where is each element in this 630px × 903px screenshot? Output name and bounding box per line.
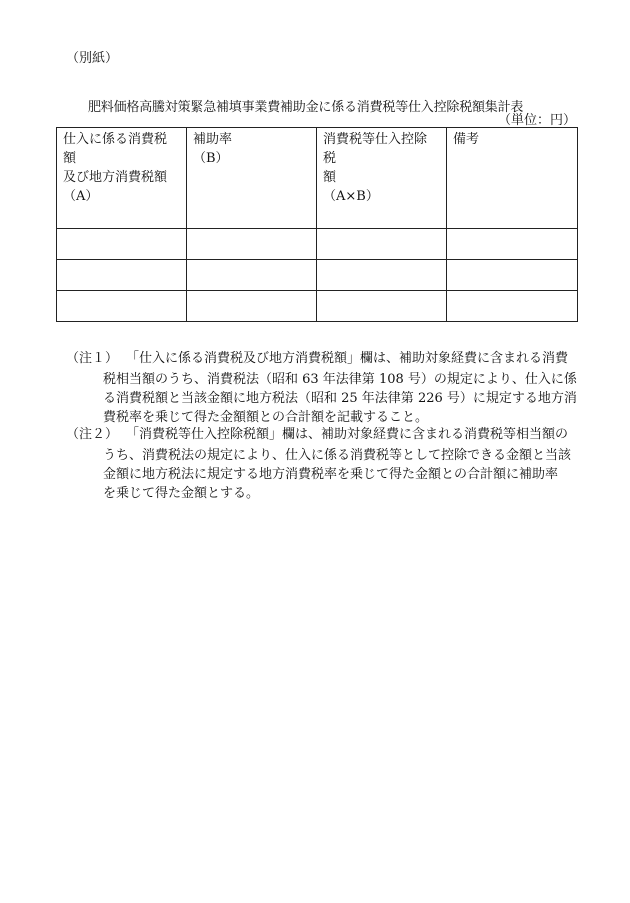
note-1 (66, 349, 586, 368)
note-mark: （注１） (66, 351, 119, 366)
note-2-body (103, 444, 586, 501)
note-line: うち、消費税法の規定により、仕入に係る消費税等として控除できる金額と当該 (103, 448, 572, 463)
note-line: 費税率を乗じて得た金額額との合計額を記載すること。 (103, 410, 429, 425)
table-row (57, 260, 578, 291)
header-cell-remarks (447, 128, 578, 229)
header-line: 額 (63, 151, 77, 166)
header-line: 仕入に係る消費税 (63, 132, 168, 147)
annex-label: （別紙） (66, 51, 119, 66)
table-cell[interactable] (187, 291, 317, 322)
header-line: 備考 (453, 132, 480, 147)
note-first-line: 「消費税等仕入控除税額」欄は、補助対象経費に含まれる消費税等相当額の (126, 427, 569, 442)
note-line: 金額に地方税法に規定する地方消費税率を乗じて得た金額との合計額に補助率 (103, 467, 559, 482)
header-line: 消費税等仕入控除 (323, 132, 428, 147)
document-title: 肥料価格高騰対策緊急補填事業費補助金に係る消費税等仕入控除税額集計表 (88, 100, 524, 115)
table-cell[interactable] (447, 260, 578, 291)
table-cell[interactable] (57, 260, 187, 291)
note-1-body (103, 368, 586, 425)
table-cell[interactable] (187, 229, 317, 260)
header-line: （A×B） (323, 189, 379, 204)
note-line: る消費税額と当該金額に地方税法（昭和 25 年法律第 226 号）に規定する地方消 (103, 391, 577, 406)
table-cell[interactable] (57, 229, 187, 260)
header-line: （B） (193, 151, 229, 166)
table-cell[interactable] (317, 260, 447, 291)
table-cell[interactable] (447, 291, 578, 322)
header-cell-tax-amount (57, 128, 187, 229)
header-line: 税 (323, 151, 337, 166)
header-cell-subsidy-rate (187, 128, 317, 229)
table-cell[interactable] (447, 229, 578, 260)
table-header-row (57, 128, 578, 229)
note-line: 税相当額のうち、消費税法（昭和 63 年法律第 108 号）の規定により、仕入に係 (103, 372, 577, 387)
note-first-line: 「仕入に係る消費税及び地方消費税額」欄は、補助対象経費に含まれる消費 (126, 351, 569, 366)
header-line: 及び地方消費税額 (63, 170, 168, 185)
note-line: を乗じて得た金額とする。 (103, 486, 260, 501)
header-line: 補助率 (193, 132, 233, 147)
note-mark: （注２） (66, 427, 119, 442)
table-cell[interactable] (187, 260, 317, 291)
table-row (57, 229, 578, 260)
table-row (57, 291, 578, 322)
unit-label: （単位：円） (497, 113, 576, 128)
header-line: 額 (323, 170, 337, 185)
notes-section (66, 349, 586, 501)
tax-summary-table (56, 127, 578, 322)
header-cell-deduction-amount (317, 128, 447, 229)
note-2 (66, 425, 586, 444)
table-cell[interactable] (317, 229, 447, 260)
table-cell[interactable] (317, 291, 447, 322)
header-line: （A） (63, 189, 99, 204)
table-cell[interactable] (57, 291, 187, 322)
